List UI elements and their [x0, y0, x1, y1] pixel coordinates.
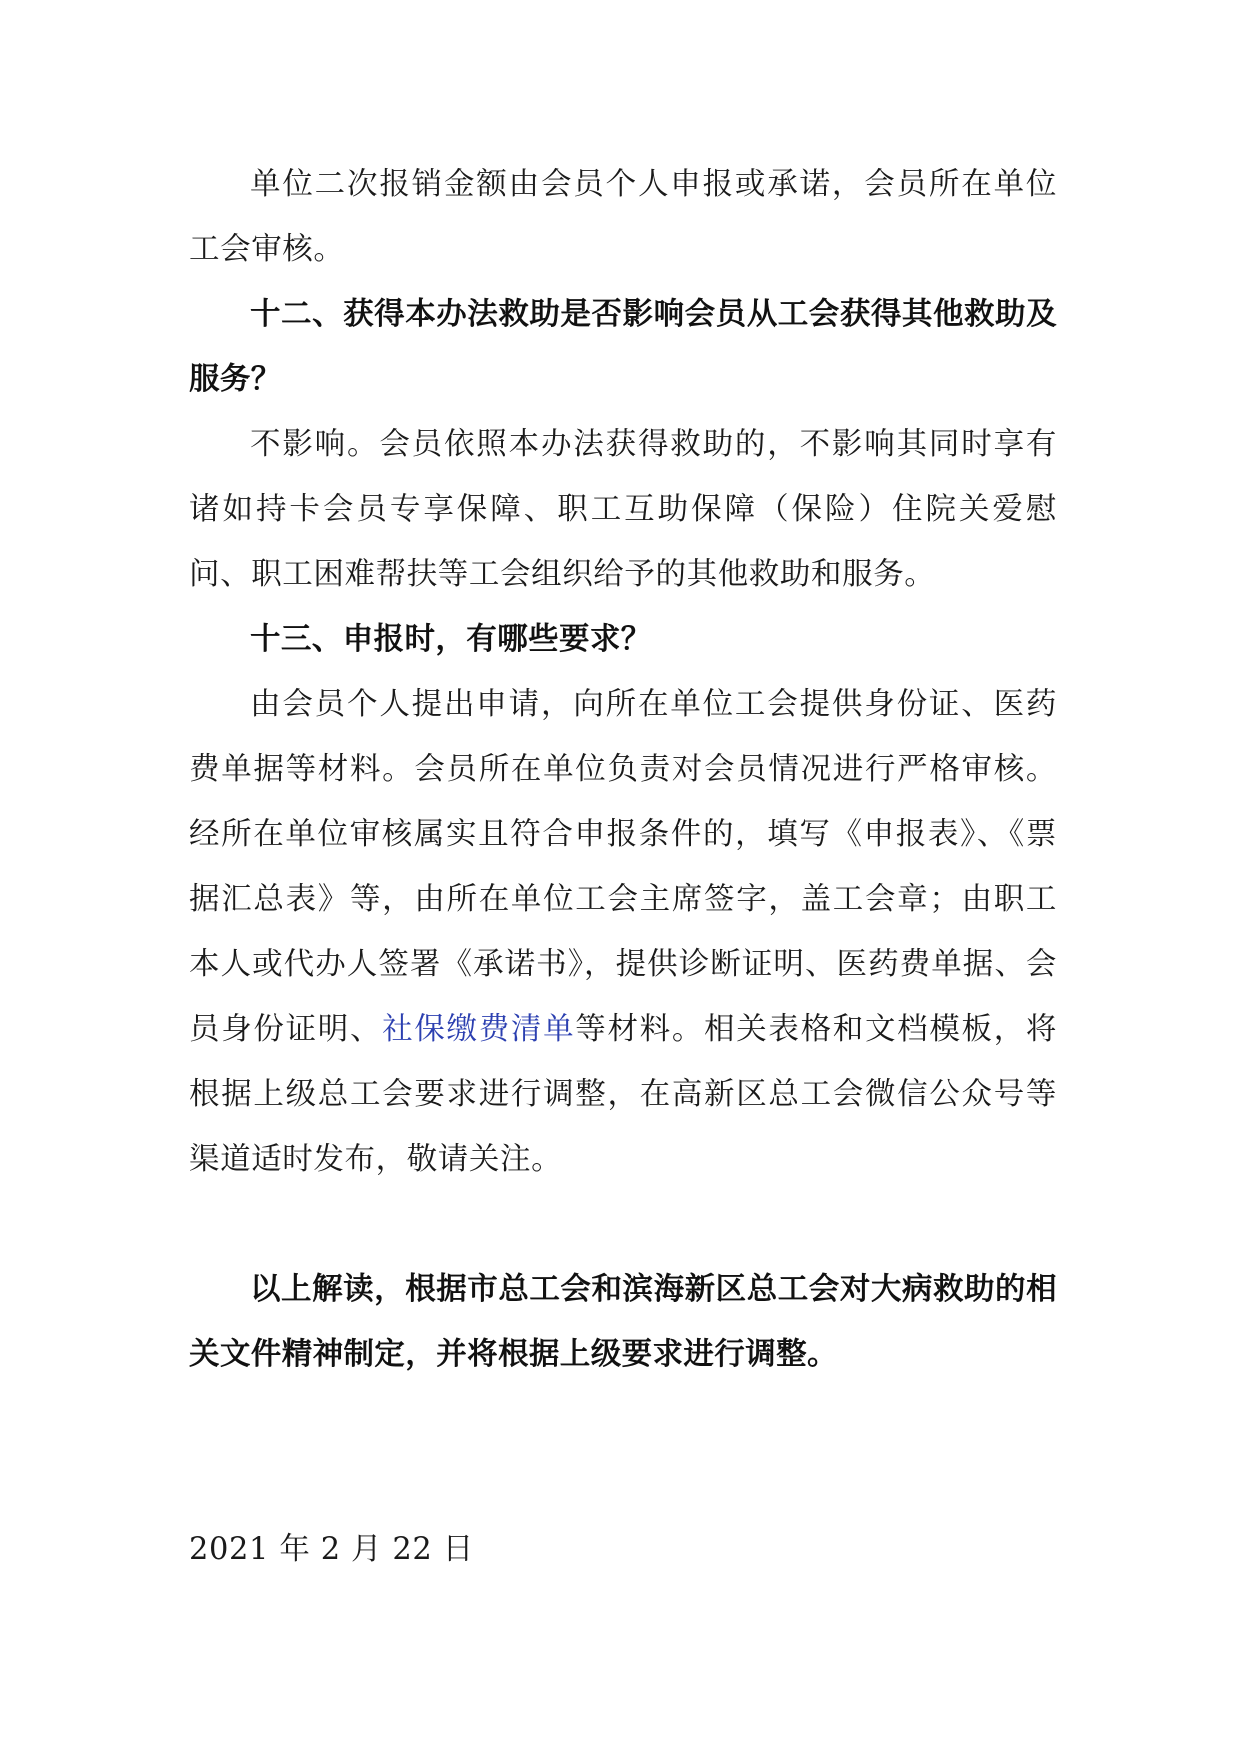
spacer — [189, 1387, 1057, 1517]
document-date — [189, 1517, 1057, 1582]
section-heading-12-text: 十二、获得本办法救助是否影响会员从工会获得其他救助及服务？ — [189, 297, 1057, 397]
document-date-text: 2021 年 2 月 22 日 — [189, 1532, 474, 1567]
spacer — [189, 1192, 1057, 1257]
document-body — [189, 152, 1057, 1582]
paragraph-application-requirements — [189, 672, 1057, 1192]
paragraph-reimbursement — [189, 152, 1057, 282]
paragraph-no-impact — [189, 412, 1057, 607]
paragraph-no-impact-text: 不影响。会员依照本办法获得救助的，不影响其同时享有诸如持卡会员专享保障、职工互助保障（保险）住院关爱慰问、职工困难帮扶等工会组织给予的其他救助和服务。 — [189, 427, 1057, 592]
requirements-text-end: 等材料。相关表格和文档模板，将根据上级总工会要求进行调整，在高新区总工会微信公众号等渠道适时发布，敬请关注。 — [189, 1012, 1058, 1177]
requirements-text-start: 由会员个人提出申请，向所在单位工会提供身份证、医药费单据等材料。会员所在单位负责对会员情况进行严格审核。经所在单位审核属实且符合申报条件的，填写《申报表》、《票据汇总表》等，由所在单位工会主席签字，盖工会章；由职工本人或代办人签署《承诺书》，提供诊断证明、医药费单据、会员身份证明、 — [189, 687, 1057, 1047]
paragraph-reimbursement-text: 单位二次报销金额由会员个人申报或承诺，会员所在单位工会审核。 — [189, 167, 1057, 267]
summary-statement-text: 以上解读，根据市总工会和滨海新区总工会对大病救助的相关文件精神制定，并将根据上级要求进行调整。 — [189, 1272, 1057, 1372]
summary-statement — [189, 1257, 1057, 1387]
section-heading-13-text: 十三、申报时，有哪些要求？ — [250, 622, 652, 657]
social-security-payment-list-link[interactable]: 社保缴费清单 — [382, 1012, 576, 1047]
section-heading-12 — [189, 282, 1057, 412]
section-heading-13 — [189, 607, 1057, 672]
